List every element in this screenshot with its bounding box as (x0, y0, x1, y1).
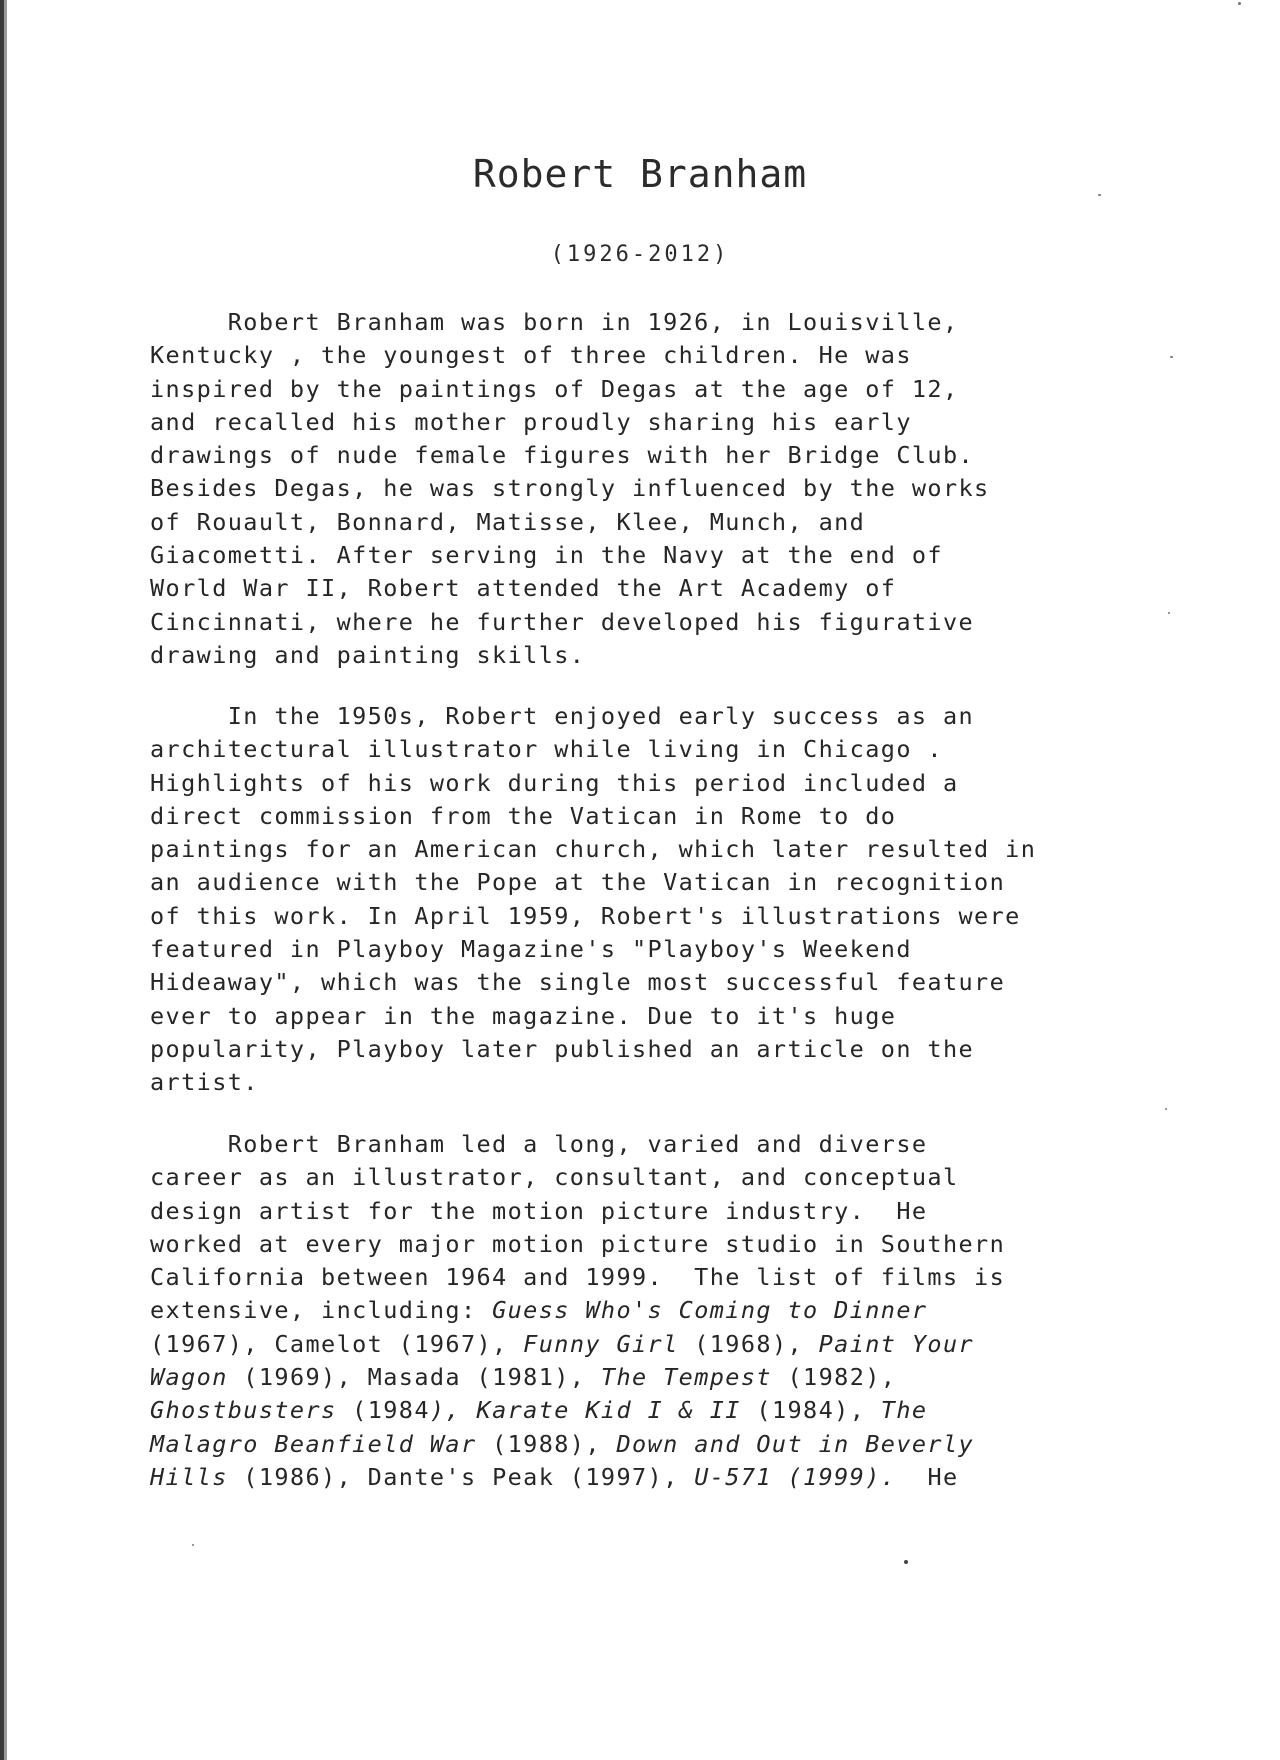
text-line (150, 373, 1170, 406)
text-run: inspired by the paintings of Degas at the age of 12, (150, 374, 959, 403)
text-run: (1984), (740, 1396, 881, 1425)
text-line (150, 539, 1170, 572)
film-title-text: Guess Who's Coming to Dinner (492, 1296, 928, 1325)
film-title-text: Ghostbusters (150, 1396, 337, 1425)
text-run: architectural illustrator while living in Chicago . (150, 735, 943, 764)
text-line (150, 767, 1170, 800)
scan-speck (904, 1560, 908, 1564)
text-line (150, 1328, 1170, 1361)
text-run: Highlights of his work during this period included a (150, 768, 959, 797)
text-line (150, 1461, 1170, 1494)
text-run: (1988), (476, 1429, 617, 1458)
film-title-text: Down and Out in Beverly (616, 1429, 975, 1458)
text-run: (1982), (771, 1363, 897, 1392)
text-run: (1986), Dante's Peak (1997), (227, 1462, 695, 1491)
text-line (150, 1228, 1170, 1261)
biography-paragraph-3 (150, 1128, 1170, 1494)
text-run: Kentucky , the youngest of three children. He was (150, 341, 912, 370)
text-run: direct commission from the Vatican in Rome to do (150, 801, 897, 830)
text-run: (1967), Camelot (1967), (150, 1329, 524, 1358)
text-line (150, 1195, 1170, 1228)
text-run: an audience with the Pope at the Vatican in recognition (150, 868, 1006, 897)
biography-paragraph-2 (150, 700, 1170, 1100)
film-title-text: Wagon (150, 1363, 228, 1392)
text-line (150, 472, 1170, 505)
text-line (150, 800, 1170, 833)
text-line (150, 1294, 1170, 1327)
text-run: drawing and painting skills. (150, 640, 586, 669)
text-line (150, 1394, 1170, 1427)
text-line (150, 1261, 1170, 1294)
text-run: In the 1950s, Robert enjoyed early success as an (150, 702, 975, 730)
text-line (150, 439, 1170, 472)
text-line (150, 1161, 1170, 1194)
text-run: (1984 (336, 1396, 430, 1425)
scan-speck (1168, 612, 1170, 614)
text-line (150, 506, 1170, 539)
text-run: of this work. In April 1959, Robert's illustrations were (150, 901, 1021, 930)
film-title-text: Funny Girl (523, 1329, 679, 1358)
text-run: Robert Branham led a long, varied and diverse (150, 1130, 928, 1158)
text-line (150, 966, 1170, 999)
text-run: paintings for an American church, which later resulted in (150, 835, 1037, 864)
text-run: and recalled his mother proudly sharing his early (150, 407, 912, 436)
scan-speck (1238, 2, 1241, 5)
text-line (150, 572, 1170, 605)
page-title: Robert Branham (472, 152, 808, 196)
text-run: drawings of nude female figures with her Bridge Club. (150, 441, 975, 470)
text-run: career as an illustrator, consultant, and conceptual (150, 1163, 959, 1192)
text-line (150, 1361, 1170, 1394)
text-line (150, 833, 1170, 866)
film-title-text: Hills (150, 1462, 228, 1491)
text-line (150, 406, 1170, 439)
text-run: of Rouault, Bonnard, Matisse, Klee, Munch, and (150, 507, 866, 536)
text-line (150, 900, 1170, 933)
text-line (150, 866, 1170, 899)
film-title-text: Paint Your (818, 1329, 975, 1358)
text-run: California between 1964 and 1999. The list of films is (150, 1263, 1006, 1292)
text-run: (1968), (678, 1329, 819, 1358)
text-run: Cincinnati, where he further developed his figurative (150, 607, 975, 636)
text-run: Besides Degas, he was strongly influenced by the works (150, 474, 990, 503)
text-run: popularity, Playboy later published an article on the (150, 1034, 975, 1063)
film-title-text: The Tempest (600, 1363, 772, 1392)
text-run: extensive, including: (150, 1296, 493, 1325)
text-line (150, 1128, 1170, 1161)
text-run: design artist for the motion picture industry. He (150, 1196, 928, 1225)
text-line (150, 1066, 1170, 1099)
text-line (150, 1033, 1170, 1066)
scan-speck (1165, 1108, 1167, 1110)
text-line (150, 639, 1170, 672)
text-run: He (896, 1462, 959, 1491)
text-line (150, 933, 1170, 966)
text-line (150, 339, 1170, 372)
text-line (150, 1000, 1170, 1033)
text-run: artist. (150, 1068, 259, 1097)
text-run: (1969), Masada (1981), (227, 1363, 601, 1392)
text-line (150, 733, 1170, 766)
text-run: Hideaway", which was the single most successful feature (150, 968, 1006, 997)
text-run: World War II, Robert attended the Art Academy of (150, 574, 897, 603)
film-title-text: The (880, 1396, 928, 1425)
text-run: Robert Branham was born in 1926, in Louisville, (150, 308, 959, 336)
film-title-text: Malagro Beanfield War (150, 1429, 477, 1458)
film-title-text: U-571 (1999). (694, 1462, 897, 1491)
life-dates: (1926-2012) (550, 242, 730, 267)
text-run: featured in Playboy Magazine's "Playboy's Weekend (150, 935, 912, 964)
biography-paragraph-1 (150, 306, 1170, 672)
scan-speck (1098, 194, 1101, 196)
scan-speck (192, 1544, 194, 1546)
film-title-text: ), Karate Kid I & II (429, 1396, 741, 1425)
text-run: ever to appear in the magazine. Due to it's huge (150, 1001, 897, 1030)
text-line (150, 700, 1170, 733)
text-line (150, 606, 1170, 639)
text-line (150, 1428, 1170, 1461)
scan-speck (1170, 356, 1173, 358)
text-run: worked at every major motion picture studio in Southern (150, 1229, 1006, 1258)
text-line (150, 306, 1170, 339)
text-run: Giacometti. After serving in the Navy at the end of (150, 541, 943, 570)
